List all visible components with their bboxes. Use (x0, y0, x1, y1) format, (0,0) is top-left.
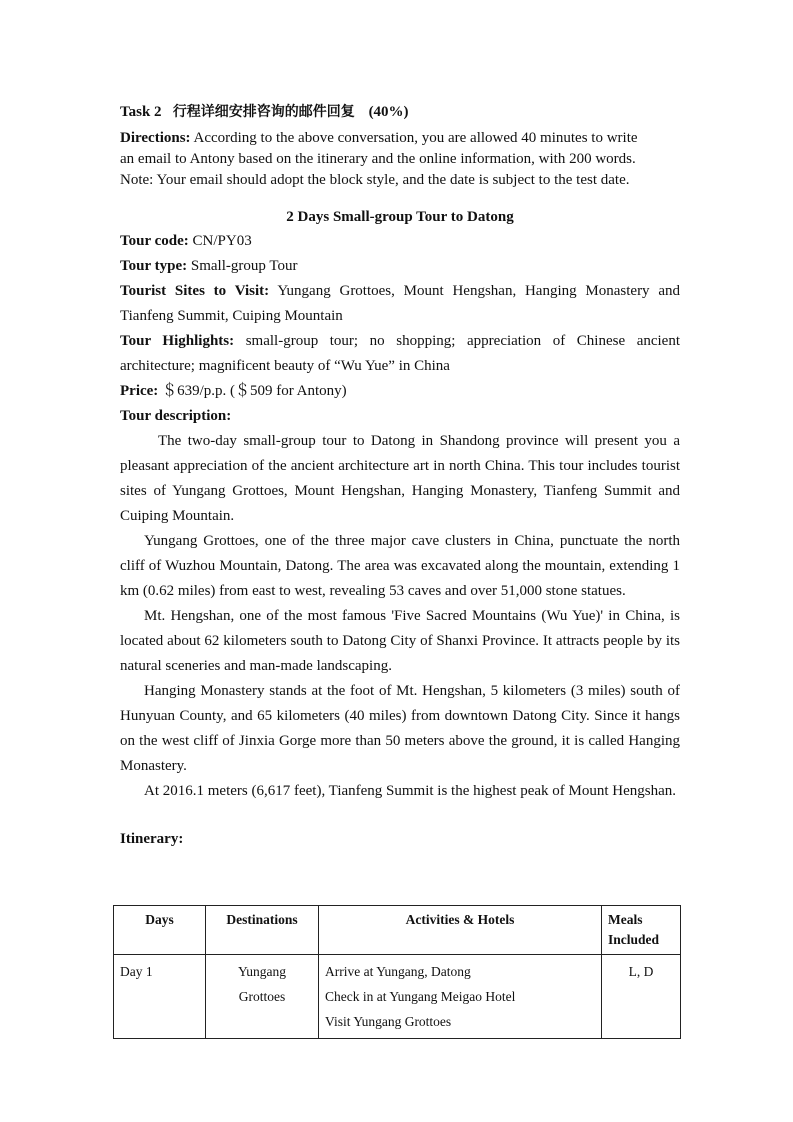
activity-line-3: Visit Yungang Grottoes (325, 1014, 452, 1029)
task-percent: (40%) (368, 104, 409, 120)
tour-code-value: CN/PY03 (192, 233, 252, 249)
tourist-sites (120, 279, 680, 329)
description-paragraph-1: The two-day small-group tour to Datong in Shandong province will present you a pleasant appreciation of the ancient architecture art in north China. This tour includes tourist sites of Yungang Grottoes, Mount Hengshan, Hanging Monastery, Tianfeng Summit and Cuiping Mountain. (120, 433, 680, 524)
itinerary-heading: Itinerary: (120, 831, 184, 847)
tourist-sites-label: Tourist Sites to Visit: (120, 283, 270, 299)
tour-price-value: ＄639/p.p. (＄509 for Antony) (162, 383, 347, 399)
tour-type (120, 254, 680, 279)
tour-highlights (120, 329, 680, 379)
activity-line-1: Arrive at Yungang, Datong (325, 964, 471, 979)
itinerary-header-row (114, 906, 681, 955)
tour-price-label: Price: (120, 383, 159, 399)
directions-line-2: an email to Antony based on the itinerary and the online information, with 200 words. (120, 151, 636, 167)
destination-line-2: Grottoes (238, 989, 286, 1004)
description-paragraph-3: Mt. Hengshan, one of the most famous 'Five Sacred Mountains (Wu Yue)' in China, is located about 62 kilometers south to Datong City of Shanxi Province. It attracts people by its natural sceneries and man-made landscaping. (120, 608, 680, 674)
tourist-sites-value: Yungang Grottoes, Mount Hengshan, Hanging Monastery and Tianfeng Summit, Cuiping Mountain (120, 283, 680, 324)
task-title (120, 100, 680, 124)
tour-title: 2 Days Small-group Tour to Datong (286, 209, 514, 225)
directions-text-1: According to the above conversation, you are allowed 40 minutes to write (193, 130, 638, 146)
directions-line-3: Note: Your email should adopt the block style, and the date is subject to the test date. (120, 172, 630, 188)
task-label: Task 2 (120, 104, 162, 120)
itinerary-table (113, 905, 681, 1039)
header-destinations: Destinations (206, 906, 319, 955)
meals-cell: L, D (602, 955, 681, 1039)
activity-line-2: Check in at Yungang Meigao Hotel (325, 989, 516, 1004)
tour-code (120, 229, 680, 254)
tour-highlights-value: small-group tour; no shopping; appreciation of Chinese ancient architecture; magnificent beauty of “Wu Yue” in China (120, 333, 680, 374)
header-days: Days (114, 906, 206, 955)
tour-type-label: Tour type: (120, 258, 188, 274)
tour-code-label: Tour code: (120, 233, 189, 249)
table-row (114, 955, 681, 1039)
description-paragraph-4: Hanging Monastery stands at the foot of Mt. Hengshan, 5 kilometers (3 miles) south of Hunyuan County, and 65 kilometers (40 miles) from downtown Datong City. Since it hangs on the west cliff of Jinxia Gorge more than 50 meters above the ground, it is called Hanging Monastery. (120, 683, 680, 774)
document-page (120, 100, 680, 850)
day-cell: Day 1 (114, 955, 206, 1039)
tour-highlights-label: Tour Highlights: (120, 333, 235, 349)
description-paragraph-5: At 2016.1 meters (6,617 feet), Tianfeng Summit is the highest peak of Mount Hengshan. (144, 783, 677, 799)
header-meals (602, 906, 681, 955)
directions (120, 128, 680, 191)
task-title-cn: 行程详细安排咨询的邮件回复 (172, 104, 355, 120)
directions-label: Directions: (120, 130, 191, 146)
header-meals-line-1: Meals (608, 912, 643, 927)
header-activities: Activities & Hotels (319, 906, 602, 955)
tour-price (120, 379, 680, 404)
tour-type-value: Small-group Tour (190, 258, 298, 274)
description-paragraph-2: Yungang Grottoes, one of the three major cave clusters in China, punctuate the north cliff of Wuzhou Mountain, Datong. The area was excavated along the mountain, extending 1 km (0.62 miles) from east to west, revealing 53 caves and over 51,000 stone statues. (120, 533, 680, 599)
destination-cell (206, 955, 319, 1039)
destination-line-1: Yungang (238, 964, 286, 979)
tour-description-label: Tour description: (120, 408, 232, 424)
directions-line-1 (120, 128, 680, 149)
header-meals-line-2: Included (608, 932, 660, 947)
activities-cell (319, 955, 602, 1039)
